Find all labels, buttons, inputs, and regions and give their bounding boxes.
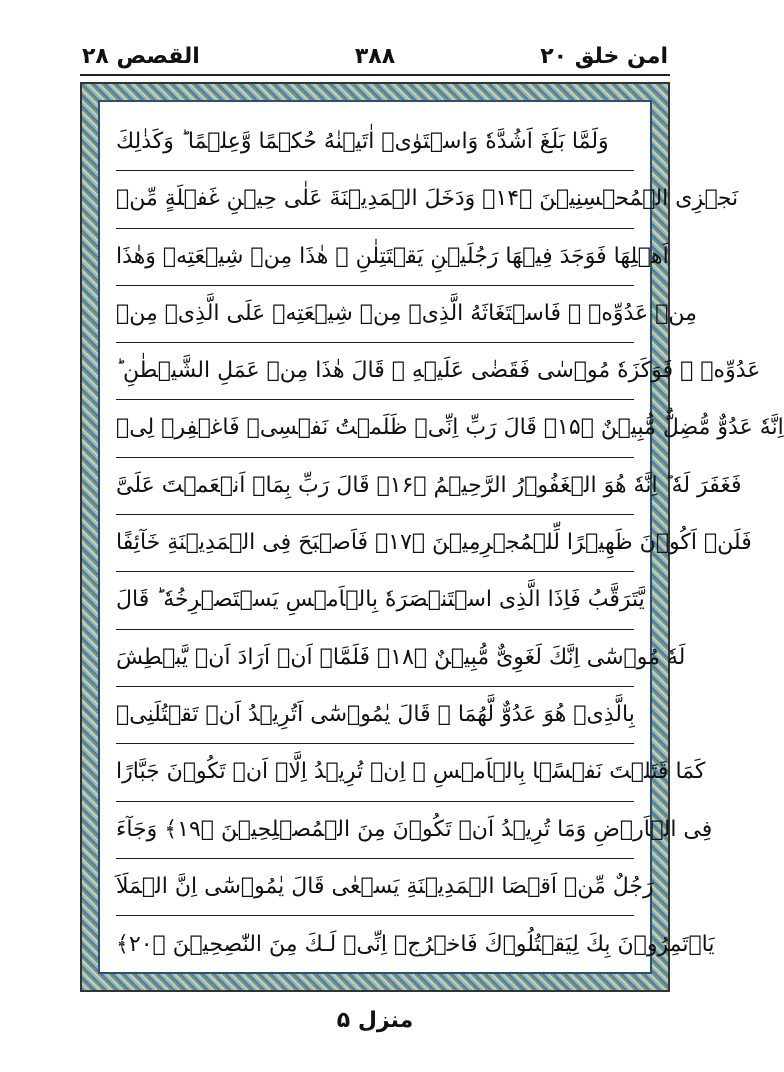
- verse-line: فَلَنۡ اَكُوۡنَ ظَهِيۡرًا لِّلۡمُجۡرِمِيۡنَ ﴿۱۷﴾ فَاَصۡبَحَ فِى الۡمَدِيۡنَةِ خَآئِفًا: [116, 515, 634, 572]
- verse-line: فِى الۡاَرۡضِ وَمَا تُرِيۡدُ اَنۡ تَكُوۡنَ مِنَ الۡمُصۡلِحِيۡنَ ﴿۱۹﴾ وَجَآءَ: [116, 802, 634, 859]
- verse-line: وَلَمَّا بَلَغَ اَشُدَّهٗ وَاسۡتَوٰىۤ اٰتَيۡنٰهُ حُكۡمًا وَّعِلۡمًا ؕ وَكَذٰلِكَ: [116, 114, 634, 171]
- decorative-border: [80, 82, 784, 992]
- text-panel: [98, 100, 784, 974]
- verse-line: بِالَّذِىۡ هُوَ عَدُوٌّ لَّهُمَا ۙ قَالَ يٰمُوۡسٰٓى اَتُرِيۡدُ اَنۡ تَقۡتُلَنِىۡ: [116, 687, 634, 744]
- verse-block: [116, 114, 784, 960]
- verse-line: رَجُلٌ مِّنۡ اَقۡصَا الۡمَدِيۡنَةِ يَسۡعٰى قَالَ يٰمُوۡسٰٓى اِنَّ الۡمَلَاَ: [116, 859, 634, 916]
- verse-line: عَدُوِّهٖ ۙ فَوَكَزَهٗ مُوۡسٰى فَقَضٰى عَلَيۡهِ ۖ قَالَ هٰذَا مِنۡ عَمَلِ الشَّيۡطٰنِ ؕ: [116, 343, 634, 400]
- verse-line: اَهۡلِهَا فَوَجَدَ فِيۡهَا رَجُلَيۡنِ يَقۡتَتِلٰنِ ۖ هٰذَا مِنۡ شِيۡعَتِهٖ وَهٰذَا: [116, 229, 634, 286]
- surah-name: القصص ۲۸: [82, 44, 200, 69]
- manzil-label: منزل ۵: [336, 1008, 414, 1033]
- page-number: ۳۸۸: [354, 44, 396, 69]
- verse-line: يَّتَرَقَّبُ فَاِذَا الَّذِى اسۡتَنۡصَرَهٗ بِالۡاَمۡسِ يَسۡتَصۡرِخُهٗ ؕ قَالَ: [116, 572, 634, 629]
- verse-line: كَمَا قَتَلۡتَ نَفۡسًۢا بِالۡاَمۡسِ ۖ اِنۡ تُرِيۡدُ اِلَّاۤ اَنۡ تَكُوۡنَ جَبَّارًا: [116, 744, 634, 801]
- verse-line: لَهٗ مُوۡسٰٓى اِنَّكَ لَغَوِىٌّ مُّبِيۡنٌ ﴿۱۸﴾ فَلَمَّاۤ اَنۡ اَرَادَ اَنۡ يَّبۡطِشَ: [116, 630, 634, 687]
- para-name: امن خلق ۲۰: [540, 44, 668, 69]
- header-divider: [80, 74, 670, 76]
- verse-line: نَجۡزِى الۡمُحۡسِنِيۡنَ ﴿۱۴﴾ وَدَخَلَ الۡمَدِيۡنَةَ عَلٰى حِيۡنِ غَفۡلَةٍ مِّنۡ: [116, 171, 634, 228]
- verse-line: فَغَفَرَ لَهٗ ؕ اِنَّهٗ هُوَ الۡغَفُوۡرُ الرَّحِيۡمُ ﴿۱۶﴾ قَالَ رَبِّ بِمَاۤ اَنۡعَمۡتَ عَلَىَّ: [116, 458, 634, 515]
- verse-line: يَاۡتَمِرُوۡنَ بِكَ لِيَقۡتُلُوۡكَ فَاخۡرُجۡ اِنِّىۡ لَـكَ مِنَ النّٰصِحِيۡنَ ﴿۲۰﴾: [116, 931, 715, 957]
- verse-line: مِنۡ عَدُوِّهٖ ۚ فَاسۡتَغَاثَهُ الَّذِىۡ مِنۡ شِيۡعَتِهٖ عَلَى الَّذِىۡ مِنۡ: [116, 286, 634, 343]
- verse-line: اِنَّهٗ عَدُوٌّ مُّضِلٌّ مُّبِيۡنٌ ﴿۱۵﴾ قَالَ رَبِّ اِنِّىۡ ظَلَمۡتُ نَفۡسِىۡ فَاغۡفِرۡ لِىۡ: [116, 400, 634, 457]
